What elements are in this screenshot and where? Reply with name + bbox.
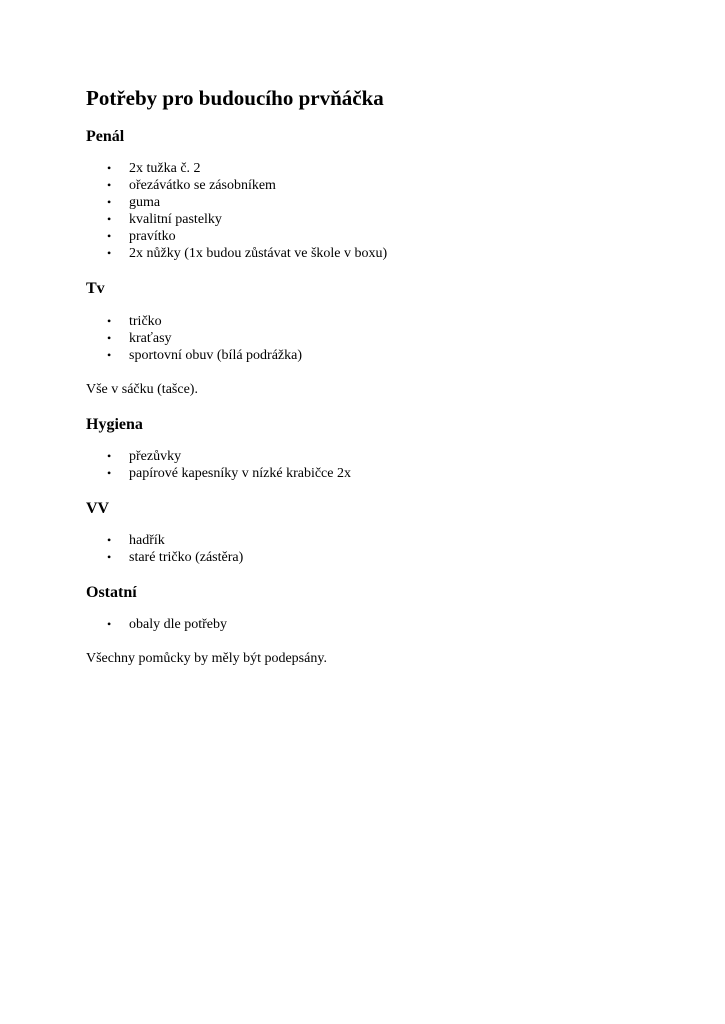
list-vv <box>86 532 646 566</box>
list-tv <box>86 313 646 364</box>
list-item: • přezůvky <box>86 448 646 465</box>
list-item: • tričko <box>86 313 646 330</box>
note-closing: Všechny pomůcky by měly být podepsány. <box>86 651 327 667</box>
list-penal <box>86 160 646 262</box>
list-item: • kvalitní pastelky <box>86 211 646 228</box>
list-hygiena <box>86 448 646 482</box>
document-page <box>86 86 646 684</box>
list-item: • staré tričko (zástěra) <box>86 549 646 566</box>
list-item: • pravítko <box>86 228 646 245</box>
section-heading-vv: VV <box>86 499 110 517</box>
list-ostatni <box>86 616 646 633</box>
section-heading-penal: Penál <box>86 128 125 146</box>
list-item: • 2x tužka č. 2 <box>86 160 646 177</box>
list-item: • hadřík <box>86 532 646 549</box>
list-item: • papírové kapesníky v nízké krabičce 2x <box>86 465 646 482</box>
list-item: • guma <box>86 194 646 211</box>
section-heading-tv: Tv <box>86 280 105 298</box>
section-heading-hygiena: Hygiena <box>86 415 143 433</box>
list-item: • kraťasy <box>86 330 646 347</box>
list-item: • sportovní obuv (bílá podrážka) <box>86 347 646 364</box>
list-item: • obaly dle potřeby <box>86 616 646 633</box>
note-tv: Vše v sáčku (tašce). <box>86 381 198 397</box>
document-title: Potřeby pro budoucího prvňáčka <box>86 86 384 110</box>
list-item: • ořezávátko se zásobníkem <box>86 177 646 194</box>
list-item: • 2x nůžky (1x budou zůstávat ve škole v boxu) <box>86 245 646 262</box>
section-heading-ostatni: Ostatní <box>86 583 137 601</box>
